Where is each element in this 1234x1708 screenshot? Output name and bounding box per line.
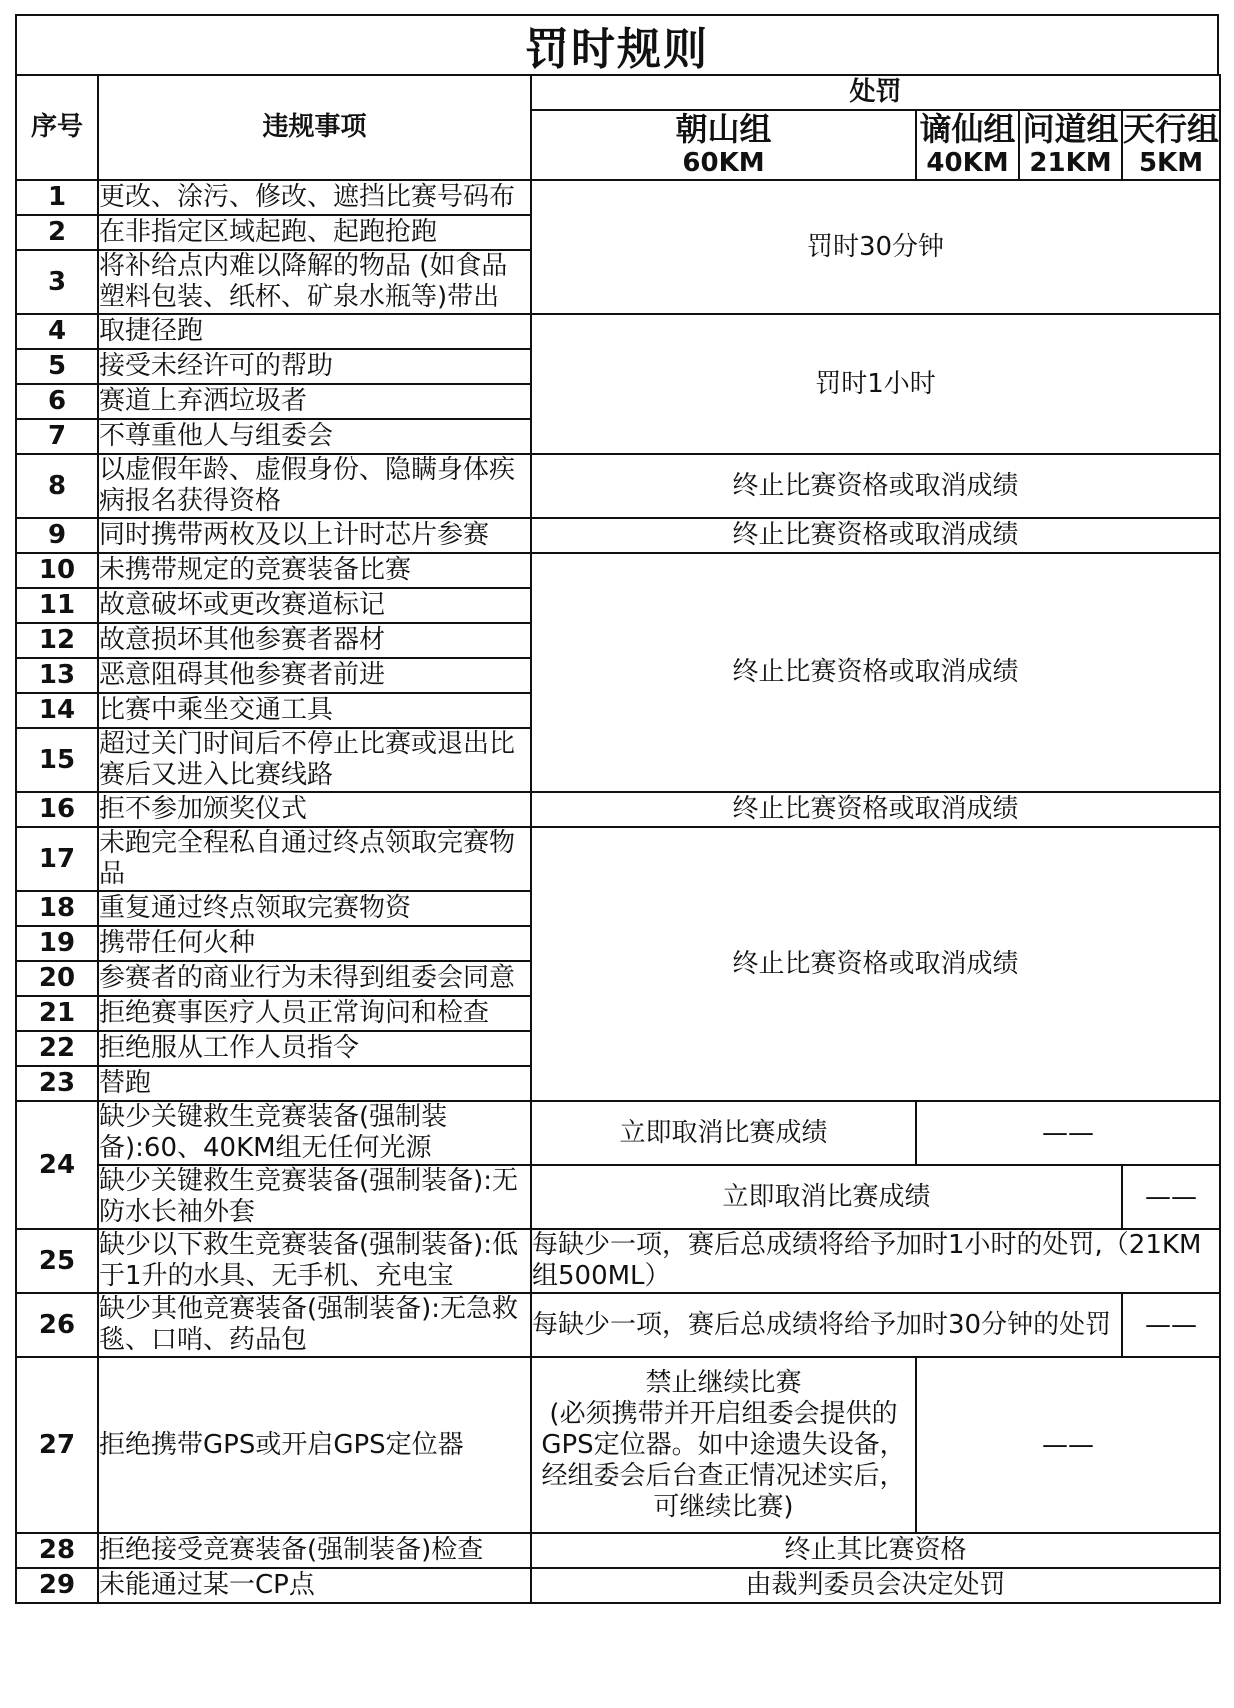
row-item: 拒绝携带GPS或开启GPS定位器 — [98, 1357, 531, 1533]
group-header — [1019, 110, 1122, 180]
row-number: 28 — [16, 1533, 98, 1568]
row-item: 取捷径跑 — [98, 314, 531, 349]
penalty-cell: 每缺少一项，赛后总成绩将给予加时1小时的处罚,（21KM组500ML） — [531, 1229, 1220, 1293]
row-item: 赛道上弃洒垃圾者 — [98, 384, 531, 419]
group-distance: 40KM — [926, 148, 1009, 178]
row-item: 以虚假年龄、虚假身份、隐瞒身体疾病报名获得资格 — [98, 454, 531, 518]
table-row — [16, 827, 1220, 891]
group-name: 问道组 — [1022, 110, 1119, 148]
row-item: 拒绝接受竞赛装备(强制装备)检查 — [98, 1533, 531, 1568]
row-number: 18 — [16, 891, 98, 926]
row-number: 4 — [16, 314, 98, 349]
table-row — [16, 553, 1220, 588]
row-number: 9 — [16, 518, 98, 553]
row-number: 13 — [16, 658, 98, 693]
table-row — [16, 518, 1220, 553]
row-item: 拒绝赛事医疗人员正常询问和检查 — [98, 996, 531, 1031]
row-number: 17 — [16, 827, 98, 891]
table-row — [16, 1165, 1220, 1229]
row-item: 将补给点内难以降解的物品 (如食品塑料包装、纸杯、矿泉水瓶等)带出 — [98, 250, 531, 314]
row-item: 参赛者的商业行为未得到组委会同意 — [98, 961, 531, 996]
row-number: 19 — [16, 926, 98, 961]
table-row — [16, 1101, 1220, 1165]
row-number: 2 — [16, 215, 98, 250]
row-item: 未能通过某一CP点 — [98, 1568, 531, 1603]
table-row — [16, 1357, 1220, 1533]
penalty-na-cell: —— — [916, 1357, 1220, 1533]
table-row — [16, 1229, 1220, 1293]
penalty-cell: 终止比赛资格或取消成绩 — [531, 827, 1220, 1101]
group-name: 朝山组 — [675, 110, 772, 148]
row-number: 21 — [16, 996, 98, 1031]
row-number: 7 — [16, 419, 98, 454]
row-number: 29 — [16, 1568, 98, 1603]
row-number: 10 — [16, 553, 98, 588]
penalty-cell: 终止其比赛资格 — [531, 1533, 1220, 1568]
penalty-table — [15, 74, 1221, 1604]
row-number: 26 — [16, 1293, 98, 1357]
row-item: 超过关门时间后不停止比赛或退出比赛后又进入比赛线路 — [98, 728, 531, 792]
group-header — [531, 110, 916, 180]
penalty-cell: 每缺少一项，赛后总成绩将给予加时30分钟的处罚 — [531, 1293, 1122, 1357]
row-item: 不尊重他人与组委会 — [98, 419, 531, 454]
penalty-cell: 终止比赛资格或取消成绩 — [531, 454, 1220, 518]
row-item: 接受未经许可的帮助 — [98, 349, 531, 384]
row-item: 缺少关键救生竞赛装备(强制装备):60、40KM组无任何光源 — [98, 1101, 531, 1165]
row-item: 在非指定区域起跑、起跑抢跑 — [98, 215, 531, 250]
row-number: 14 — [16, 693, 98, 728]
row-number: 24 — [16, 1101, 98, 1229]
row-item: 恶意阻碍其他参赛者前进 — [98, 658, 531, 693]
row-number: 3 — [16, 250, 98, 314]
page-title: 罚时规则 — [15, 14, 1219, 74]
row-item: 缺少以下救生竞赛装备(强制装备):低于1升的水具、无手机、充电宝 — [98, 1229, 531, 1293]
group-distance: 21KM — [1029, 148, 1112, 178]
row-item: 携带任何火种 — [98, 926, 531, 961]
row-item: 更改、涂污、修改、遮挡比赛号码布 — [98, 180, 531, 215]
penalty-cell: 立即取消比赛成绩 — [531, 1101, 916, 1165]
row-number: 1 — [16, 180, 98, 215]
penalty-na-cell: —— — [916, 1101, 1220, 1165]
group-distance: 60KM — [682, 148, 765, 178]
penalty-cell: 终止比赛资格或取消成绩 — [531, 553, 1220, 792]
row-number: 25 — [16, 1229, 98, 1293]
row-number: 15 — [16, 728, 98, 792]
group-name: 天行组 — [1123, 110, 1220, 148]
row-number: 16 — [16, 792, 98, 827]
penalty-na-cell: —— — [1122, 1165, 1220, 1229]
penalty-cell: 罚时1小时 — [531, 314, 1220, 454]
table-row — [16, 792, 1220, 827]
row-item: 故意破坏或更改赛道标记 — [98, 588, 531, 623]
row-item: 重复通过终点领取完赛物资 — [98, 891, 531, 926]
row-item: 拒不参加颁奖仪式 — [98, 792, 531, 827]
row-number: 22 — [16, 1031, 98, 1066]
row-number: 23 — [16, 1066, 98, 1101]
penalty-cell: 由裁判委员会决定处罚 — [531, 1568, 1220, 1603]
row-item: 同时携带两枚及以上计时芯片参赛 — [98, 518, 531, 553]
row-number: 6 — [16, 384, 98, 419]
header-penalty: 处罚 — [531, 75, 1220, 110]
table-row — [16, 1293, 1220, 1357]
penalty-cell: 立即取消比赛成绩 — [531, 1165, 1122, 1229]
row-item: 故意损坏其他参赛者器材 — [98, 623, 531, 658]
group-header — [1122, 110, 1220, 180]
table-row — [16, 314, 1220, 349]
row-item: 拒绝服从工作人员指令 — [98, 1031, 531, 1066]
group-header — [916, 110, 1019, 180]
row-item: 替跑 — [98, 1066, 531, 1101]
table-row — [16, 180, 1220, 215]
header-row — [16, 75, 1220, 110]
penalty-cell: 终止比赛资格或取消成绩 — [531, 792, 1220, 827]
row-item: 缺少其他竞赛装备(强制装备):无急救毯、口哨、药品包 — [98, 1293, 531, 1357]
row-item: 未跑完全程私自通过终点领取完赛物品 — [98, 827, 531, 891]
row-number: 27 — [16, 1357, 98, 1533]
group-distance: 5KM — [1138, 148, 1204, 178]
table-row — [16, 1533, 1220, 1568]
penalty-main-text: 禁止继续比赛 — [645, 1367, 802, 1398]
penalty-cell: 终止比赛资格或取消成绩 — [531, 518, 1220, 553]
row-number: 11 — [16, 588, 98, 623]
table-row — [16, 1568, 1220, 1603]
group-name: 谪仙组 — [919, 110, 1016, 148]
row-number: 12 — [16, 623, 98, 658]
penalty-cell: 罚时30分钟 — [531, 180, 1220, 314]
header-item: 违规事项 — [98, 75, 531, 180]
penalty-cell — [531, 1357, 916, 1533]
row-item: 比赛中乘坐交通工具 — [98, 693, 531, 728]
row-item: 未携带规定的竞赛装备比赛 — [98, 553, 531, 588]
row-number: 8 — [16, 454, 98, 518]
row-item: 缺少关键救生竞赛装备(强制装备):无防水长袖外套 — [98, 1165, 531, 1229]
header-no: 序号 — [16, 75, 98, 180]
table-row — [16, 454, 1220, 518]
penalty-na-cell: —— — [1122, 1293, 1220, 1357]
row-number: 20 — [16, 961, 98, 996]
row-number: 5 — [16, 349, 98, 384]
penalty-note-text: (必须携带并开启组委会提供的GPS定位器。如中途遗失设备，经组委会后台查正情况述实后，可继续比赛) — [541, 1398, 906, 1522]
